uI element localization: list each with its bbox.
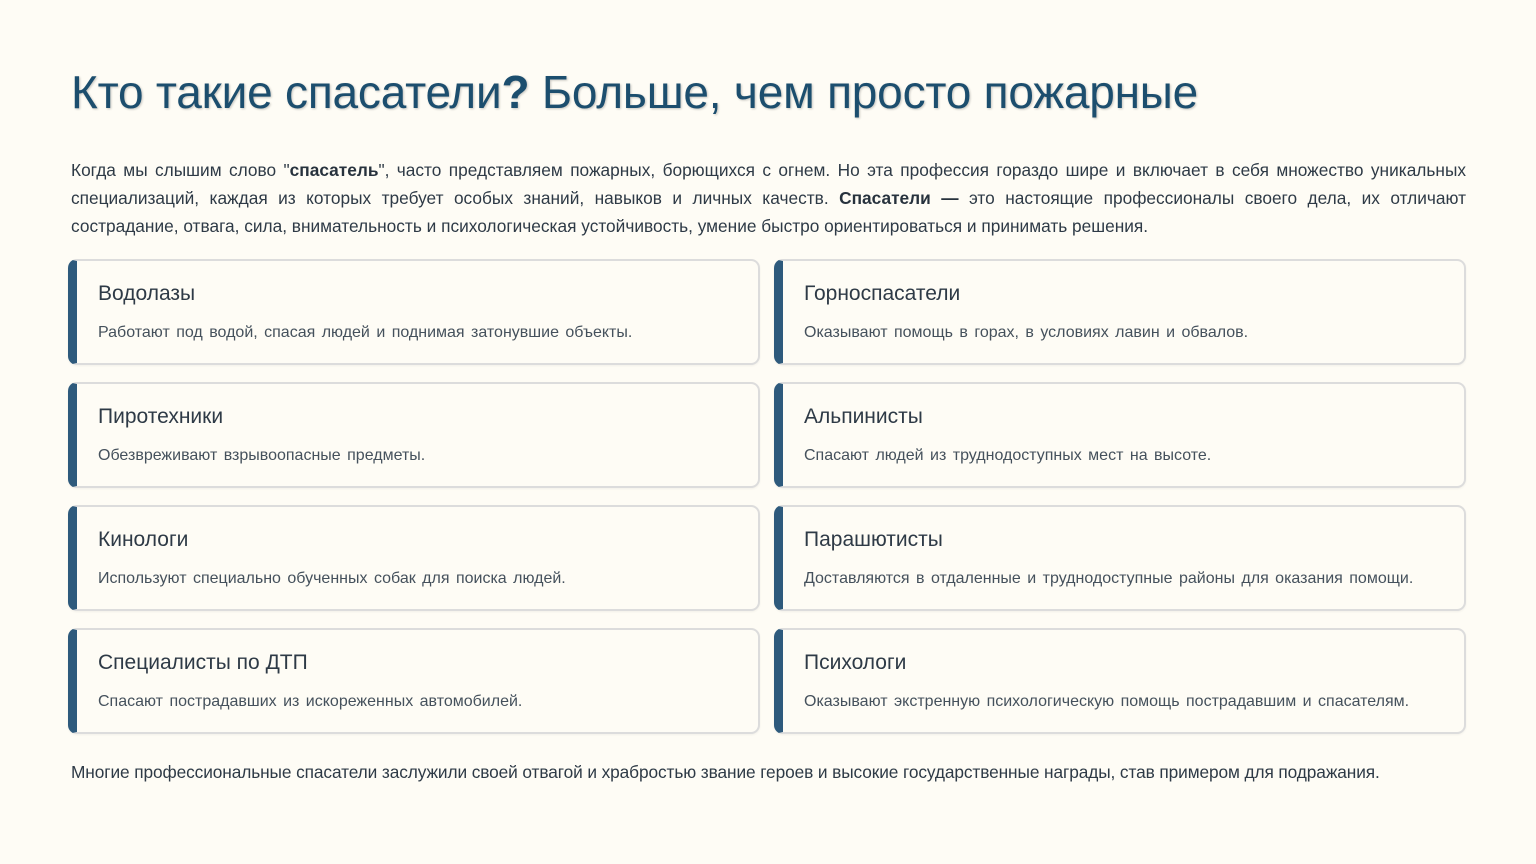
card-description: Оказывают экстренную психологическую помощь пострадавшим и спасателям. <box>804 693 1410 710</box>
card-description: Работают под водой, спасая людей и поднимая затонувшие объекты. <box>98 324 633 341</box>
card-climbers <box>774 382 1466 488</box>
intro-bold-1: спасатель <box>289 160 379 180</box>
card-title: Альпинисты <box>804 405 923 428</box>
card-parachutists <box>774 505 1466 611</box>
title-part1: Кто такие спасатели <box>71 66 502 118</box>
card-title: Кинологи <box>98 528 189 551</box>
card-title: Пиротехники <box>98 405 224 428</box>
card-title: Водолазы <box>98 282 196 305</box>
card-pyrotechnicians <box>68 382 760 488</box>
card-description: Используют специально обученных собак для поиска людей. <box>98 570 566 587</box>
card-title: Специалисты по ДТП <box>98 651 308 674</box>
card-mountain-rescuers <box>774 259 1466 365</box>
card-description: Спасают пострадавших из искореженных автомобилей. <box>98 693 523 710</box>
slide <box>71 0 1466 864</box>
title-question-mark: ? <box>501 66 530 118</box>
intro-text-3: это настоящие профессионалы своего дела, их отличают сострадание, отвага, сила, внимательность и психологическая устойчивость, умение быстро ориентироваться и принимать решения. <box>71 188 1466 236</box>
card-divers <box>68 259 760 365</box>
specializations-grid <box>68 259 1466 734</box>
intro-bold-2: Спасатели — <box>839 188 959 208</box>
card-psychologists <box>774 628 1466 734</box>
intro-text-1: Когда мы слышим слово " <box>71 160 290 180</box>
card-dog-handlers <box>68 505 760 611</box>
page-title <box>71 62 1198 122</box>
intro-paragraph <box>71 156 1466 240</box>
card-description: Спасают людей из труднодоступных мест на высоте. <box>804 447 1212 464</box>
footer-text: Многие профессиональные спасатели заслужили своей отвагой и храбростью звание героев и высокие государственные награды, став примером для подражания. <box>71 762 1380 782</box>
card-road-accident-specialists <box>68 628 760 734</box>
card-description: Оказывают помощь в горах, в условиях лавин и обвалов. <box>804 324 1249 341</box>
title-part2: Больше, чем просто пожарные <box>529 66 1199 118</box>
card-title: Горноспасатели <box>804 282 961 305</box>
intro-text-2: ", часто представляем пожарных, борющихся с огнем. Но эта профессия гораздо шире и включает в себя множество уникальных специализаций, каждая из которых требует особых знаний, навыков и личных качеств. <box>71 160 1467 208</box>
card-description: Доставляются в отдаленные и труднодоступные районы для оказания помощи. <box>804 570 1414 587</box>
card-title: Психологи <box>804 651 907 674</box>
card-title: Парашютисты <box>804 528 943 551</box>
card-description: Обезвреживают взрывоопасные предметы. <box>98 447 426 464</box>
